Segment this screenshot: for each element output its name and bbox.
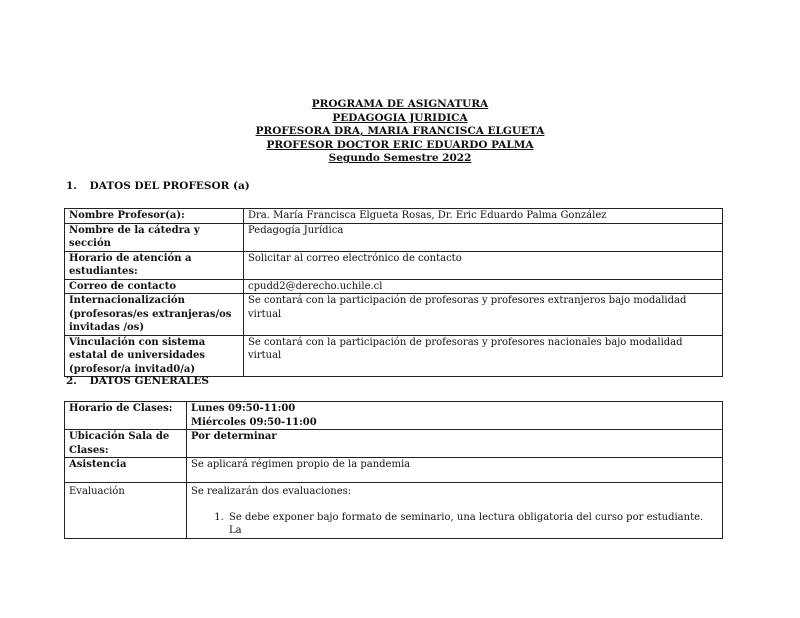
horario-value xyxy=(187,402,723,430)
ubicacion-label: Ubicación Sala de Clases: xyxy=(65,430,187,458)
table-row xyxy=(65,483,723,539)
row-value: Pedagogía Jurídica xyxy=(244,223,723,251)
header-line-professor-2: PROFESOR DOCTOR ERIC EDUARDO PALMA xyxy=(266,138,534,151)
asistencia-label: Asistencia xyxy=(65,458,187,483)
evaluacion-intro: Se realizarán dos evaluaciones: xyxy=(191,486,352,497)
table-row xyxy=(65,430,723,458)
section-2-heading: DATOS GENERALES xyxy=(89,375,209,387)
section-1-title xyxy=(66,180,250,192)
table-row xyxy=(65,335,723,377)
table-row xyxy=(65,251,723,279)
row-value: Solicitar al correo electrónico de contacto xyxy=(244,251,723,279)
table-row xyxy=(65,458,723,483)
evaluacion-list xyxy=(191,511,718,538)
row-label: Nombre de la cátedra y sección xyxy=(65,223,244,251)
section-1-heading: DATOS DEL PROFESOR (a) xyxy=(89,180,250,192)
table-row xyxy=(65,209,723,224)
row-value: Se contará con la participación de profesoras y profesores extranjeros bajo modalidad virtual xyxy=(244,294,723,336)
header-line-program: PROGRAMA DE ASIGNATURA xyxy=(311,98,489,110)
row-value: cpudd2@derecho.uchile.cl xyxy=(244,279,723,294)
document-header xyxy=(0,98,800,166)
section-2-title xyxy=(66,375,209,387)
evaluacion-label: Evaluación xyxy=(65,483,187,539)
table-row xyxy=(65,402,723,430)
section-2-number: 2. xyxy=(66,375,77,387)
section-1-number: 1. xyxy=(66,180,77,192)
row-label: Horario de atención a estudiantes: xyxy=(65,251,244,279)
row-label: Vinculación con sistema estatal de universidades (profesor/a invitad0/a) xyxy=(65,335,244,377)
row-label: Nombre Profesor(a): xyxy=(65,209,244,224)
horario-label: Horario de Clases: xyxy=(65,402,187,430)
table-row xyxy=(65,279,723,294)
horario-line-lunes: Lunes 09:50-11:00 xyxy=(191,403,296,414)
header-line-semester: Segundo Semestre 2022 xyxy=(328,152,472,165)
header-line-professor-1: PROFESORA DRA, MARIA FRANCISCA ELGUETA xyxy=(255,125,545,138)
header-line-course: PEDAGOGIA JURIDICA xyxy=(332,111,468,124)
general-data-table xyxy=(64,401,723,539)
evaluacion-value xyxy=(187,483,723,539)
ubicacion-value: Por determinar xyxy=(187,430,723,458)
table-row xyxy=(65,223,723,251)
list-item: 1. Se debe exponer bajo formato de seminario, una lectura obligatoria del curso por estudiante. La xyxy=(227,511,718,538)
row-value: Dra. María Francisca Elgueta Rosas, Dr. Eric Eduardo Palma González xyxy=(244,209,723,224)
table-row xyxy=(65,294,723,336)
horario-line-miercoles: Miércoles 09:50-11:00 xyxy=(191,416,317,428)
row-value: Se contará con la participación de profesoras y profesores nacionales bajo modalidad virtual xyxy=(244,335,723,377)
row-label: Correo de contacto xyxy=(65,279,244,294)
professor-data-table xyxy=(64,208,723,377)
asistencia-value: Se aplicará régimen propio de la pandemia xyxy=(187,458,723,483)
row-label: Internacionalización (profesoras/es extranjeras/os invitadas /os) xyxy=(65,294,244,336)
